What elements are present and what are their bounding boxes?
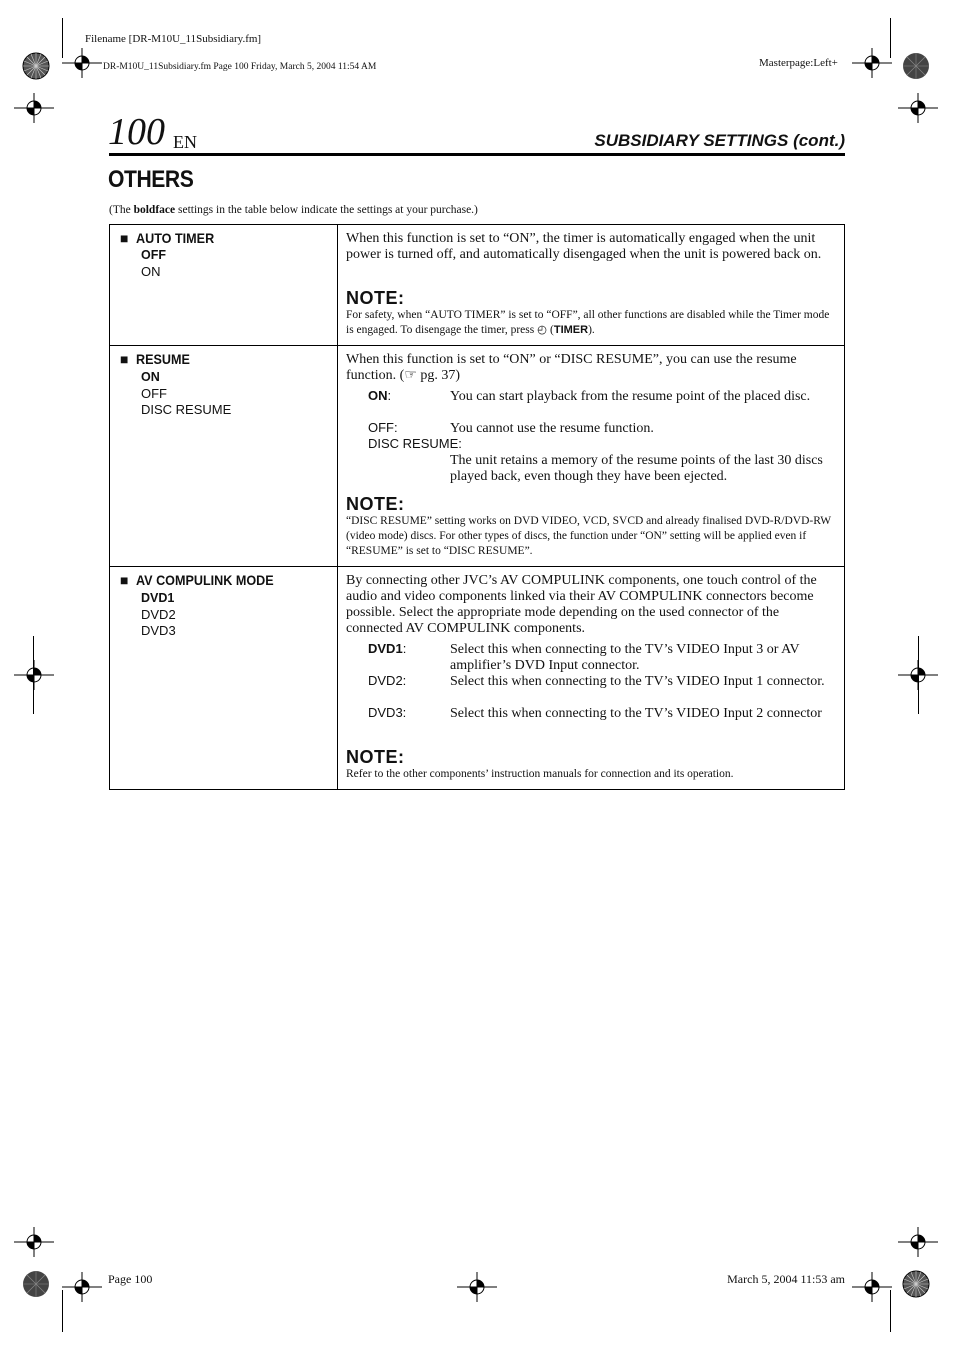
crosshair-mark [457,1272,497,1302]
setting-name: ■ AV COMPULINK MODE [120,572,274,588]
option-label [368,641,406,656]
crosshair-mark [14,660,54,690]
crop-line [890,18,891,58]
footer-date: March 5, 2004 11:53 am [727,1272,845,1286]
option-label: DVD2: [368,673,407,688]
crosshair-mark [14,93,54,123]
title-rule [109,153,845,156]
option-label: DISC RESUME: [368,436,462,451]
crosshair-mark [852,48,892,78]
section-title: SUBSIDIARY SETTINGS (cont.) [594,131,845,150]
intro-pre: (The [109,204,134,216]
note-heading: NOTE: [346,494,405,514]
crop-line [890,1290,891,1332]
setting-name-text: AUTO TIMER [136,230,215,246]
crop-line [62,18,63,58]
option-description: Select this when connecting to the TV’s VIDEO Input 2 connector [450,706,822,721]
row-divider [110,345,844,346]
option-description: You cannot use the resume function. [450,421,654,436]
setting-description: When this function is set to “ON” or “DISC RESUME”, you can use the resume function. (☞ pg. 37) [346,352,797,383]
intro-bold: boldface [133,204,176,216]
intro-note [109,204,478,216]
setting-description: By connecting other JVC’s AV COMPULINK components, one touch control of the audio and video components linked via their AV COMPULINK connectors become possible. Select the appropriate mode depending on the used connector of the connected AV COMPULINK components. [346,573,817,636]
setting-value: ON [141,264,161,279]
sunburst-mark-top-right [900,50,932,82]
note-text-bold: TIMER [553,324,589,336]
setting-name: ■ RESUME [120,351,191,367]
note-heading: NOTE: [346,288,405,308]
filename-label: Filename [DR-M10U_11Subsidiary.fm] [85,33,262,45]
setting-value: DVD3 [141,623,176,638]
row-divider [110,566,844,567]
setting-value: DISC RESUME [141,402,232,417]
settings-table [109,224,845,790]
note-text: “DISC RESUME” setting works on DVD VIDEO, VCD, SVCD and already finalised DVD-R/DVD-RW (video mode) discs. For other types of discs, the function under “ON” setting will be applied even if “RESUME” is set to “DISC RESUME”. [346,515,831,557]
page-heading: OTHERS [108,166,194,193]
setting-default-value: ON [141,370,160,384]
sunburst-mark-bottom-left [20,1268,52,1300]
note-text: Refer to the other components’ instruction manuals for connection and its operation. [346,768,734,780]
sunburst-mark-bottom-right [900,1268,932,1300]
crosshair-mark [62,48,102,78]
setting-name: ■ AUTO TIMER [120,230,215,246]
option-label-text: ON [368,388,388,403]
option-label-text: DVD1 [368,641,403,656]
setting-name-text: RESUME [136,351,191,367]
crop-line [62,1290,63,1332]
crop-line [918,636,919,714]
setting-description: When this function is set to “ON”, the timer is automatically engaged when the unit power is turned off, and automatically disengaged when the unit is powered back on. [346,231,822,262]
option-label [368,388,391,403]
note-text [346,308,836,338]
setting-value: OFF [141,386,167,401]
option-label-sep: : [387,388,392,403]
note-text-body: For safety, when “AUTO TIMER” is set to “OFF”, all other functions are disabled while the Timer mode is engaged. To disengage the timer, press ◴ ( [346,309,830,336]
footer-page: Page 100 [108,1272,153,1286]
note-text-end: ). [588,324,595,336]
setting-value: DVD2 [141,607,176,622]
column-divider [337,225,338,789]
crosshair-mark [852,1272,892,1302]
option-description: You can start playback from the resume point of the placed disc. [450,389,811,404]
intro-post: settings in the table below indicate the settings at your purchase.) [175,204,478,216]
option-description: Select this when connecting to the TV’s VIDEO Input 1 connector. [450,674,825,689]
option-description: Select this when connecting to the TV’s VIDEO Input 3 or AV amplifier’s DVD Input connector. [450,642,800,673]
sunburst-mark-top-left [20,50,52,82]
crosshair-mark [898,93,938,123]
setting-default-value: OFF [141,248,166,262]
note-heading: NOTE: [346,747,405,767]
crosshair-mark [898,1227,938,1257]
crosshair-mark [14,1227,54,1257]
crosshair-mark [62,1272,102,1302]
language-code: EN [173,132,197,152]
setting-name-text: AV COMPULINK MODE [136,572,274,588]
option-description: The unit retains a memory of the resume points of the last 30 discs played back, even though they have been ejected. [450,453,823,484]
option-label: DVD3: [368,705,407,720]
crop-line [33,636,34,714]
setting-default-value: DVD1 [141,591,175,605]
option-label-sep: : [402,641,407,656]
page-number: 100 [108,111,165,153]
masterpage-label: Masterpage:Left+ [759,57,838,69]
option-label: OFF: [368,420,398,435]
file-info: DR-M10U_11Subsidiary.fm Page 100 Friday, March 5, 2004 11:54 AM [103,62,377,72]
